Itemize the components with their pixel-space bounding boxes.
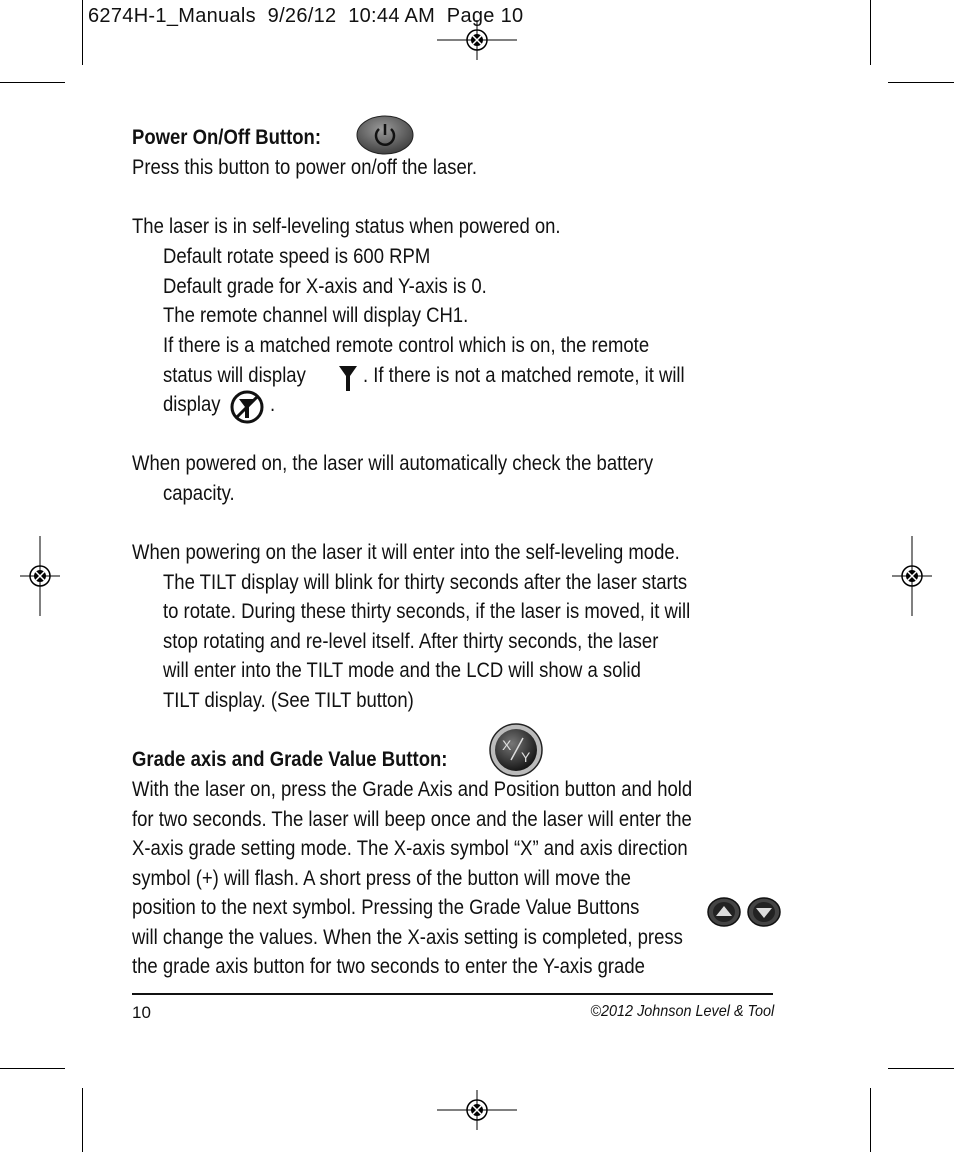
grade-line: for two seconds. The laser will beep once and the laser will enter the [132,807,692,831]
no-antenna-icon [229,390,265,424]
grade-line: will change the values. When the X-axis setting is completed, press [132,925,683,949]
crop-mark [82,0,83,65]
selfleveling-line: . If there is not a matched remote, it will [363,363,685,387]
svg-text:Y: Y [521,749,531,765]
crop-mark [0,1068,65,1069]
power-heading: Power On/Off Button: [132,125,321,149]
xy-axis-icon [487,722,545,778]
registration-mark-icon [437,1090,517,1130]
crop-mark [870,0,871,65]
grade-heading: Grade axis and Grade Value Button: [132,747,448,771]
grade-line: position to the next symbol. Pressing the Grade Value Buttons [132,895,640,919]
crop-mark [888,1068,954,1069]
selfleveling-line: status will display [163,363,306,387]
up-arrow-icon [707,897,741,927]
tilt-line: TILT display. (See TILT button) [163,688,414,712]
selfleveling-line: display [163,392,221,416]
grade-line: the grade axis button for two seconds to enter the Y-axis grade [132,954,645,978]
grade-line: symbol (+) will flash. A short press of the button will move the [132,866,631,890]
print-slug: 6274H-1_Manuals 9/26/12 10:44 AM Page 10 [88,5,524,27]
power-description: Press this button to power on/off the laser. [132,155,478,179]
crop-mark [888,82,954,83]
footer-rule [132,993,773,995]
tilt-line: will enter into the TILT mode and the LCD will show a solid [163,658,641,682]
registration-mark-icon [20,536,60,616]
tilt-line: The TILT display will blink for thirty seconds after the laser starts [163,570,688,594]
tilt-line: When powering on the laser it will enter into the self-leveling mode. [132,540,680,564]
crop-mark [870,1088,871,1152]
battery-line: capacity. [163,481,235,505]
registration-mark-icon [437,20,517,60]
selfleveling-intro: The laser is in self-leveling status when powered on. [132,214,561,238]
tilt-line: stop rotating and re-level itself. After thirty seconds, the laser [163,629,659,653]
power-icon [356,115,414,155]
grade-line: With the laser on, press the Grade Axis and Position button and hold [132,777,693,801]
registration-mark-icon [892,536,932,616]
selfleveling-line: Default rotate speed is 600 RPM [163,244,431,268]
antenna-icon [338,364,358,392]
battery-line: When powered on, the laser will automatically check the battery [132,451,654,475]
down-arrow-icon [747,897,781,927]
svg-text:X: X [502,737,512,753]
page-number: 10 [132,1003,151,1022]
selfleveling-line: Default grade for X-axis and Y-axis is 0. [163,274,487,298]
copyright: ©2012 Johnson Level & Tool [590,1003,774,1020]
grade-line: X-axis grade setting mode. The X-axis symbol “X” and axis direction [132,836,688,860]
selfleveling-line: If there is a matched remote control which is on, the remote [163,333,650,357]
tilt-line: to rotate. During these thirty seconds, if the laser is moved, it will [163,599,691,623]
selfleveling-line: . [270,392,276,416]
crop-mark [0,82,65,83]
selfleveling-line: The remote channel will display CH1. [163,303,469,327]
crop-mark [82,1088,83,1152]
